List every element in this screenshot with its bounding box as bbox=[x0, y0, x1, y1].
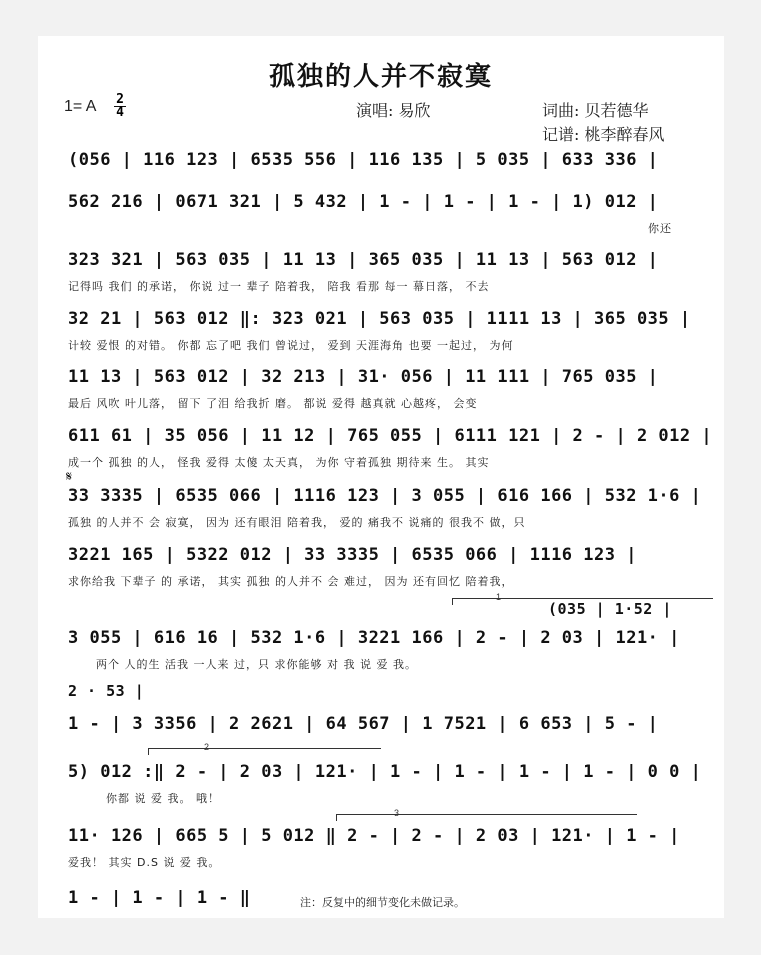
volta-number-1: 1 bbox=[496, 592, 502, 602]
volta-number-2: 2 bbox=[204, 742, 210, 752]
notation-line-12: 11· 126 | 665 5 | 5 012 ‖ 2 - | 2 - | 2 03 | 121· | 1 - | bbox=[68, 826, 680, 846]
upper-notation-line-10: 2 · 53 | bbox=[68, 682, 145, 700]
volta-bracket-2 bbox=[148, 748, 381, 755]
lyrics-line-6: 成一个 孤独 的人， 怪我 爱得 太傻 太天真， 为你 守着孤独 期待来 生。 其实 bbox=[68, 456, 490, 469]
notation-line-13: 1 - | 1 - | 1 - ‖ bbox=[68, 888, 251, 908]
notation-line-6: 611 61 | 35 056 | 11 12 | 765 055 | 6111 121 | 2 - | 2 012 | bbox=[68, 426, 713, 446]
footnote: 注：反复中的细节变化未做记录。 bbox=[300, 897, 465, 909]
lyrics-line-8: 求你给我 下辈子 的 承诺， 其实 孤独 的人并不 会 难过， 因为 还有回忆 陪着我， bbox=[68, 575, 514, 588]
volta-bracket-3 bbox=[336, 814, 637, 821]
segno-sign: 𝄋 bbox=[66, 468, 73, 484]
notation-line-4: 32 21 | 563 012 ‖: 323 021 | 563 035 | 1111 13 | 365 035 | bbox=[68, 309, 691, 329]
song-title: 孤独的人并不寂寞 bbox=[268, 62, 493, 92]
notation-line-5: 11 13 | 563 012 | 32 213 | 31· 056 | 11 111 | 765 035 | bbox=[68, 367, 659, 387]
transcriber-credit: 记谱: 桃李醉春风 bbox=[542, 125, 665, 144]
notation-line-2: 562 216 | 0671 321 | 5 432 | 1 - | 1 - | 1 - | 1) 012 | bbox=[68, 192, 659, 212]
notation-line-3: 323 321 | 563 035 | 11 13 | 365 035 | 11 13 | 563 012 | bbox=[68, 250, 659, 270]
volta-number-3: 3 bbox=[394, 808, 400, 818]
time-signature bbox=[114, 94, 126, 119]
time-signature-top: 2 bbox=[116, 92, 124, 107]
notation-line-1: (056 | 116 123 | 6535 556 | 116 135 | 5 035 | 633 336 | bbox=[68, 150, 659, 170]
notation-line-8: 3221 165 | 5322 012 | 33 3335 | 6535 066 | 1116 123 | bbox=[68, 545, 637, 565]
lyrics-line-7: 孤独 的人并不 会 寂寞， 因为 还有眼泪 陪着我， 爱的 痛我不 说痛的 很我不 做，只 bbox=[68, 516, 526, 529]
notation-line-7: 33 3335 | 6535 066 | 1116 123 | 3 055 | 616 166 | 532 1·6 | bbox=[68, 486, 702, 506]
time-signature-bottom: 4 bbox=[114, 106, 126, 119]
singer-credit: 演唱: 易欣 bbox=[356, 101, 431, 120]
lyrics-line-12: 爱我！ 其实 D.S 说 爱 我。 bbox=[68, 856, 221, 869]
lyrics-line-3: 记得吗 我们 的承诺， 你说 过一 辈子 陪着我， 陪我 看那 每一 幕日落， 不去 bbox=[68, 280, 490, 293]
lyrics-line-11: 你都 说 爱 我。 哦！ bbox=[106, 792, 220, 805]
alt-ending-notes: (035 | 1·52 | bbox=[548, 600, 672, 618]
lyrics-line-5: 最后 风吹 叶儿落， 留下 了泪 给我折 磨。 都说 爱得 越真就 心越疼， 会变 bbox=[68, 397, 478, 410]
lyricist-credit: 词曲: 贝若德华 bbox=[542, 101, 649, 120]
notation-line-11: 5) 012 :‖ 2 - | 2 03 | 121· | 1 - | 1 - | 1 - | 1 - | 0 0 | bbox=[68, 762, 702, 782]
lyrics-line-9: 两个 人的生 活我 一人来 过，只 求你能够 对 我 说 爱 我。 bbox=[96, 658, 417, 671]
notation-line-10: 1 - | 3 3356 | 2 2621 | 64 567 | 1 7521 | 6 653 | 5 - | bbox=[68, 714, 659, 734]
lyrics-line-2: 你还 bbox=[648, 222, 672, 235]
notation-line-9: 3 055 | 616 16 | 532 1·6 | 3221 166 | 2 - | 2 03 | 121· | bbox=[68, 628, 680, 648]
score-page bbox=[38, 36, 724, 918]
key-signature: 1= A bbox=[64, 98, 97, 115]
lyrics-line-4: 计较 爱恨 的对错。 你都 忘了吧 我们 曾说过， 爱到 天涯海角 也要 一起过， 为何 bbox=[68, 339, 514, 352]
